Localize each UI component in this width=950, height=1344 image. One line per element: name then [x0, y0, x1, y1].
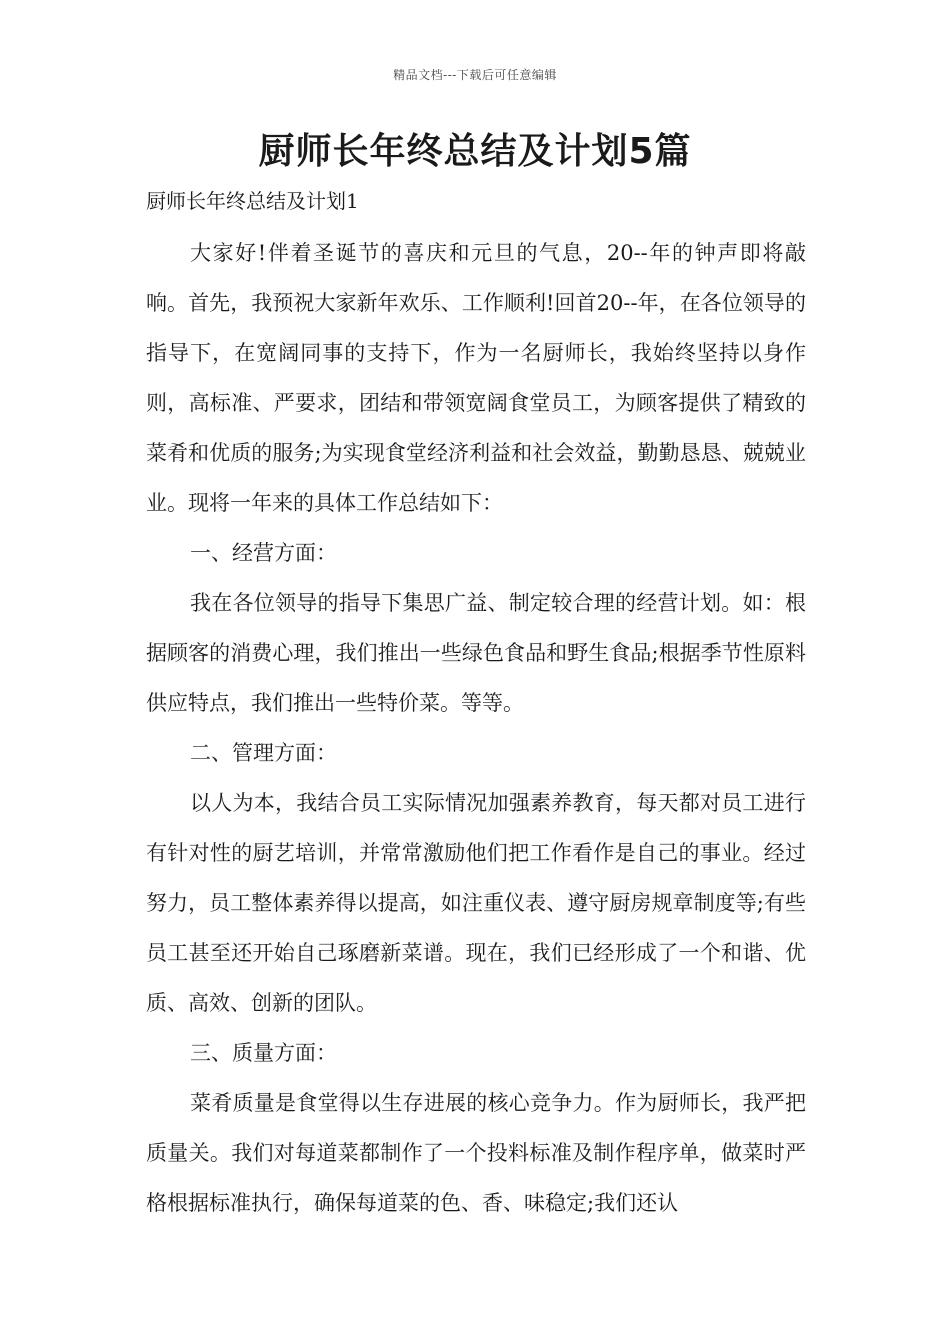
paragraph-operations: 我在各位领导的指导下集思广益、制定较合理的经营计划。如：根据顾客的消费心理，我们推出一些绿色食品和野生食品;根据季节性原料供应特点，我们推出一些特价菜。等等。 [146, 591, 806, 715]
heading-quality: 三、质量方面： [190, 1041, 337, 1065]
heading-management: 二、管理方面： [190, 741, 337, 765]
body-text [146, 228, 806, 1228]
section-subtitle: 厨师长年终总结及计划1 [146, 189, 359, 213]
paragraph-intro: 大家好!伴着圣诞节的喜庆和元旦的气息，20--年的钟声即将敲响。首先，我预祝大家新年欢乐、工作顺利!回首20--年，在各位领导的指导下，在宽阔同事的支持下，作为一名厨师长，我始终坚持以身作则，高标准、严要求，团结和带领宽阔食堂员工，为顾客提供了精致的菜肴和优质的服务;为实现食堂经济利益和社会效益，勤勤恳恳、兢兢业业。现将一年来的具体工作总结如下： [146, 241, 806, 515]
document-title: 厨师长年终总结及计划5篇 [258, 131, 692, 172]
heading-operations: 一、经营方面： [190, 541, 337, 565]
paragraph-management: 以人为本，我结合员工实际情况加强素养教育，每天都对员工进行有针对性的厨艺培训，并常常激励他们把工作看作是自己的事业。经过努力，员工整体素养得以提高，如注重仪表、遵守厨房规章制度等;有些员工甚至还开始自己琢磨新菜谱。现在，我们已经形成了一个和谐、优质、高效、创新的团队。 [146, 791, 806, 1015]
paragraph-quality: 菜肴质量是食堂得以生存进展的核心竞争力。作为厨师长，我严把质量关。我们对每道菜都制作了一个投料标准及制作程序单，做菜时严格根据标准执行，确保每道菜的色、香、味稳定;我们还认 [146, 1091, 806, 1215]
header-note: 精品文档---下载后可任意编辑 [393, 68, 557, 82]
